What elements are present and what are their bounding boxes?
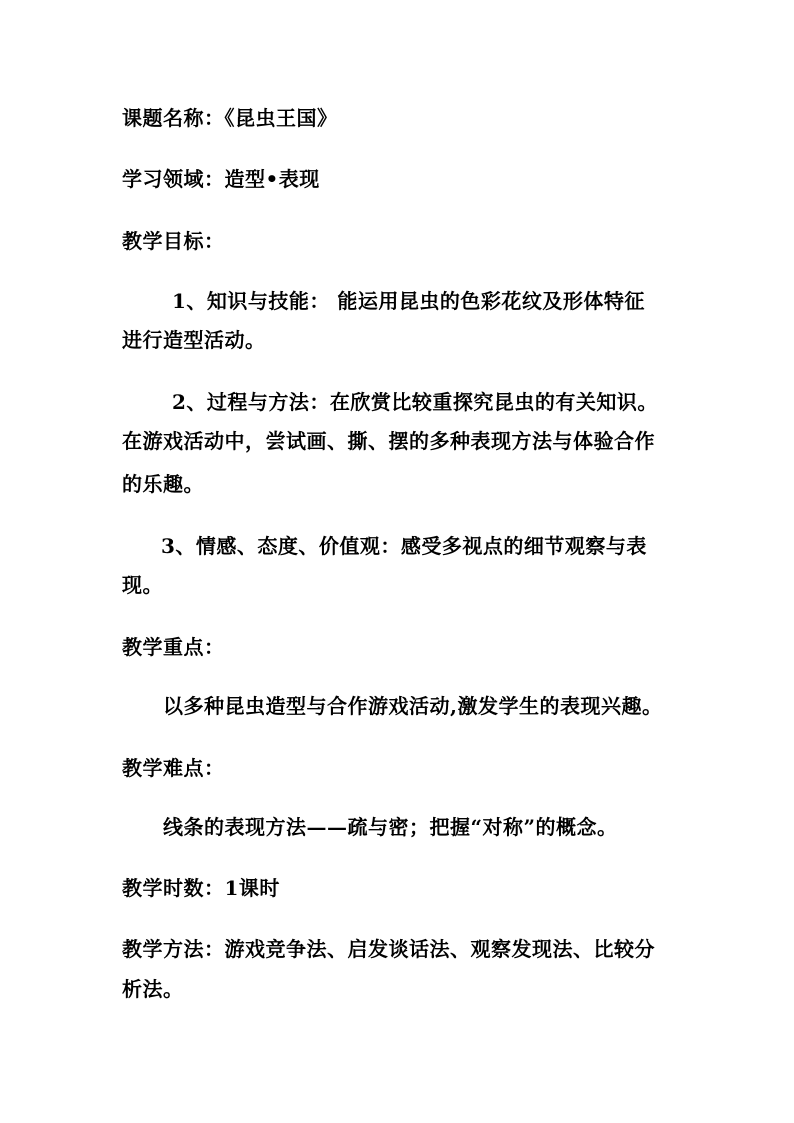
objective-1-line-2: 进行造型活动。: [122, 328, 266, 352]
difficulties-text: 线条的表现方法——疏与密；把握“对称”的概念。: [163, 815, 618, 839]
objective-3-line-2: 现。: [122, 573, 163, 597]
difficulties-heading: 教学难点：: [122, 756, 225, 780]
objective-2-line-2: 在游戏活动中，尝试画、撕、摆的多种表现方法与体验合作: [122, 429, 655, 453]
objective-2-line-3: 的乐趣。: [122, 472, 204, 496]
teaching-hours: 教学时数：1课时: [122, 876, 280, 900]
key-points-text: 以多种昆虫造型与合作游戏活动,激发学生的表现兴趣。: [163, 694, 663, 718]
objectives-heading: 教学目标：: [122, 229, 225, 253]
learning-area: 学习领域：造型•表现: [122, 167, 320, 191]
course-title: 课题名称：《昆虫王国》: [122, 106, 338, 130]
objective-3-line-1: 3、情感、态度、价值观：感受多视点的细节观察与表: [161, 534, 647, 558]
objective-2-line-1: 2、过程与方法：在欣赏比较重探究昆虫的有关知识。: [172, 390, 658, 414]
objective-1-line-1: 1、知识与技能： 能运用昆虫的色彩花纹及形体特征: [172, 289, 645, 313]
teaching-methods-line-2: 析法。: [122, 977, 184, 1001]
teaching-methods-line-1: 教学方法：游戏竞争法、启发谈话法、观察发现法、比较分: [122, 937, 655, 961]
key-points-heading: 教学重点：: [122, 635, 225, 659]
